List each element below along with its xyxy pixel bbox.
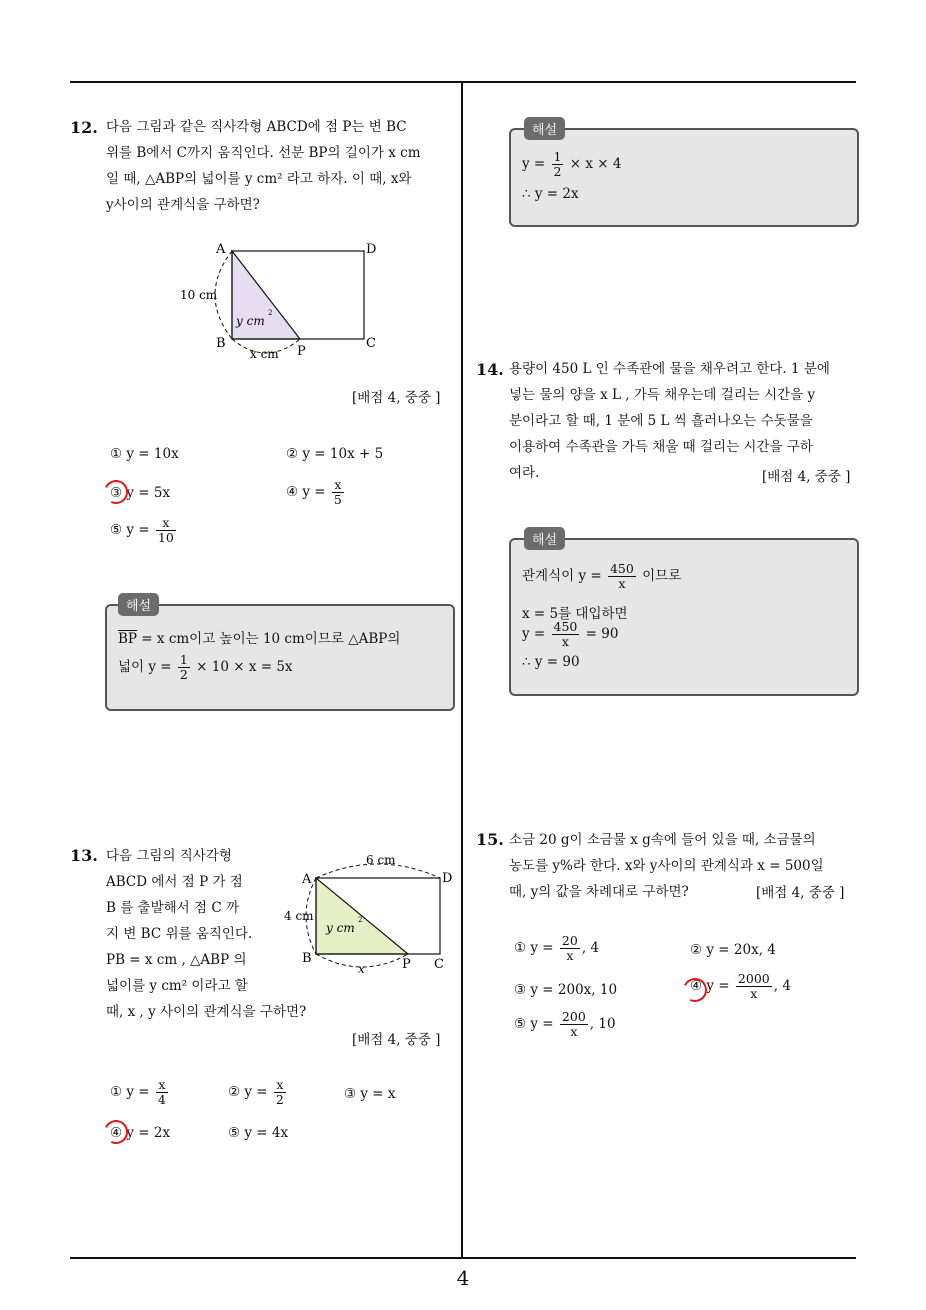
q13-line: B 를 출발해서 점 C 까	[106, 900, 239, 916]
q15-choice-4-prefix: ④ y =	[690, 978, 734, 994]
q12-area-exponent: 2	[268, 309, 273, 317]
numerator: 1	[179, 652, 188, 667]
q15-choice-1-prefix: ① y =	[514, 940, 558, 956]
q12-text	[106, 114, 456, 218]
q12-solution-line-1	[118, 627, 400, 647]
q13-label-d: D	[442, 871, 453, 886]
q12-label-d: D	[366, 242, 377, 257]
fraction	[560, 1010, 588, 1039]
q13-solution-line-1-suffix: × x × 4	[565, 156, 622, 172]
denominator: x	[750, 986, 758, 1001]
denominator: 4	[157, 1092, 166, 1107]
q13-choice-1[interactable]	[110, 1078, 170, 1107]
q14-solution-line-1-prefix: 관계식이 y =	[522, 568, 606, 584]
q13-line: 넓이를 y cm² 이라고 할	[106, 978, 248, 994]
fraction	[560, 934, 580, 963]
q13-line: 다음 그림의 직사각형	[106, 848, 232, 864]
q14-line: 이용하여 수족관을 가득 채울 때 걸리는 시간을 구하	[509, 439, 813, 455]
q12-number: 12.	[70, 118, 98, 137]
answer-mark-icon	[101, 477, 132, 508]
q14-solution-line-4: ∴ y = 90	[522, 654, 580, 670]
q13-line: 지 변 BC 위를 움직인다.	[106, 926, 253, 942]
denominator: x	[570, 1024, 578, 1039]
q13-score: [배점 4, 중중 ]	[352, 1032, 441, 1048]
fraction	[178, 653, 190, 682]
q14-solution-line-2: x = 5를 대입하면	[522, 606, 628, 622]
denominator: 2	[553, 164, 562, 179]
q14-solution-line-3	[522, 620, 618, 649]
q12-solution-tag: 해설	[118, 593, 159, 616]
q13-solution-line-2: ∴ y = 2x	[522, 186, 579, 202]
numerator: 450	[609, 561, 634, 576]
q13-line: PB = x cm , △ABP 의	[106, 952, 247, 968]
denominator: 2	[179, 667, 188, 682]
q13-solution-line-1-prefix: y =	[522, 156, 550, 172]
q12-solution-line-2-prefix: 넓이 y =	[118, 659, 176, 675]
q15-choice-1[interactable]	[514, 934, 599, 963]
q12-side-label: 10 cm	[180, 288, 218, 302]
denominator: 5	[333, 492, 342, 507]
q13-number: 13.	[70, 846, 98, 865]
fraction	[156, 1078, 168, 1107]
column-divider	[461, 82, 463, 1258]
q13-solution-tag: 해설	[524, 117, 565, 140]
top-rule	[70, 81, 856, 83]
q12-area-label: y cm	[236, 314, 265, 328]
q15-choice-3[interactable]: ③ y = 200x, 10	[514, 982, 618, 998]
q12-label-p: P	[297, 344, 306, 359]
q13-solution-line-1	[522, 150, 621, 179]
page-number: 4	[456, 1266, 470, 1290]
fraction	[552, 620, 580, 649]
q13-line: 때, x , y 사이의 관계식을 구하면?	[106, 1004, 307, 1020]
numerator: 20	[561, 933, 578, 948]
fraction	[274, 1078, 286, 1107]
q13-base-label: x	[358, 962, 365, 976]
q12-choice-4[interactable]	[286, 478, 346, 507]
q15-choice-4-suffix: , 4	[773, 978, 791, 994]
numerator: x	[156, 516, 176, 531]
q12-base-label: x cm	[250, 347, 279, 361]
q14-solution-line-1	[522, 562, 681, 591]
q13-label-p: P	[402, 957, 411, 972]
fraction	[156, 516, 176, 545]
numerator: x	[332, 478, 344, 493]
q12-line: 일 때, △ABP의 넓이를 y cm² 라고 하자. 이 때, x와	[106, 171, 412, 187]
q14-solution-line-1-suffix: 이므로	[637, 568, 682, 584]
q12-label-a: A	[216, 242, 226, 257]
fraction	[332, 478, 344, 507]
denominator: x	[566, 948, 574, 963]
q15-line: 농도를 y%라 한다. x와 y사이의 관계식과 x = 500일	[509, 858, 824, 874]
q13-label-a: A	[302, 872, 312, 887]
q12-line: 위를 B에서 C까지 움직인다. 선분 BP의 길이가 x cm	[106, 145, 421, 161]
q12-choice-4-prefix: ④ y =	[286, 484, 330, 500]
q13-choice-3[interactable]: ③ y = x	[344, 1086, 396, 1102]
q13-choice-2[interactable]	[228, 1078, 288, 1107]
q14-score: [배점 4, 중중 ]	[762, 469, 851, 485]
numerator: 2000	[737, 971, 770, 986]
q13-choice-5[interactable]: ⑤ y = 4x	[228, 1125, 289, 1141]
numerator: x	[274, 1078, 286, 1093]
q12-label-b: B	[216, 336, 226, 351]
q13-label-b: B	[302, 951, 312, 966]
q12-label-c: C	[366, 336, 376, 351]
denominator: 2	[275, 1092, 284, 1107]
q14-line: 넣는 물의 양을 x L , 가득 채우는데 걸리는 시간을 y	[509, 387, 816, 403]
q13-choice-1-prefix: ① y =	[110, 1084, 154, 1100]
fraction	[552, 150, 564, 179]
q13-area-exponent: 2	[358, 916, 363, 924]
denominator: x	[561, 634, 569, 649]
q12-solution-line-2-suffix: × 10 × x = 5x	[191, 659, 293, 675]
fraction	[736, 972, 772, 1001]
numerator: 1	[553, 149, 562, 164]
numerator: x	[156, 1078, 168, 1093]
numerator: 450	[553, 619, 578, 634]
q12-line: y사이의 관계식을 구하면?	[106, 197, 260, 213]
q15-score: [배점 4, 중중 ]	[756, 885, 845, 901]
q13-side-label: 4 cm	[284, 909, 314, 923]
q12-line: 다음 그림과 같은 직사각형 ABCD에 점 P는 변 BC	[106, 119, 407, 135]
q13-line: ABCD 에서 점 P 가 점	[106, 874, 243, 890]
q15-line: 소금 20 g이 소금물 x g속에 들어 있을 때, 소금물의	[509, 832, 816, 848]
q12-choice-5[interactable]	[110, 516, 178, 545]
q12-choice-3[interactable]: ③ y = 5x	[110, 485, 171, 501]
q13-area-label: y cm	[326, 921, 355, 935]
q13-top-label: 6 cm	[366, 853, 396, 867]
q15-choice-5-suffix: , 10	[589, 1016, 616, 1032]
answer-mark-icon	[101, 1117, 132, 1148]
q12-side-arc	[215, 251, 232, 339]
q14-line: 분이라고 할 때, 1 분에 5 L 씩 흘러나오는 수돗물을	[509, 413, 813, 429]
q15-choice-1-suffix: , 4	[581, 940, 599, 956]
q13-choice-2-prefix: ② y =	[228, 1084, 272, 1100]
q15-number: 15.	[476, 830, 504, 849]
denominator: 10	[157, 530, 174, 545]
numerator: 200	[561, 1009, 586, 1024]
q14-solution-line-3-prefix: y =	[522, 626, 550, 642]
q13-choice-4[interactable]: ④ y = 2x	[110, 1125, 171, 1141]
q14-solution-tag: 해설	[524, 527, 565, 550]
q14-solution-line-3-suffix: = 90	[581, 626, 619, 642]
q12-choice-5-prefix: ⑤ y =	[110, 522, 154, 538]
q14-line: 여라.	[509, 465, 540, 481]
q14-line: 용량이 450 L 인 수족관에 물을 채우려고 한다. 1 분에	[509, 361, 830, 377]
q12-choice-1[interactable]: ① y = 10x	[110, 446, 179, 462]
q12-solution-line-2	[118, 653, 293, 682]
fraction	[608, 562, 636, 591]
q12-solution-line-1-rest: = x cm이고 높이는 10 cm이므로 △ABP의	[137, 631, 401, 647]
q12-choice-2[interactable]: ② y = 10x + 5	[286, 446, 384, 462]
q14-number: 14.	[476, 360, 504, 379]
denominator: x	[618, 576, 626, 591]
q15-choice-5-prefix: ⑤ y =	[514, 1016, 558, 1032]
segment-bp: $\overline{BP}$	[118, 631, 138, 647]
q13-figure	[280, 850, 460, 980]
q15-line: 때, y의 값을 차례대로 구하면?	[509, 884, 689, 900]
q12-figure	[170, 235, 390, 365]
bottom-rule	[70, 1257, 856, 1259]
q12-score: [배점 4, 중중 ]	[352, 390, 441, 406]
q15-choice-5[interactable]	[514, 1010, 616, 1039]
q13-label-c: C	[434, 957, 444, 972]
q15-choice-2[interactable]: ② y = 20x, 4	[690, 942, 776, 958]
